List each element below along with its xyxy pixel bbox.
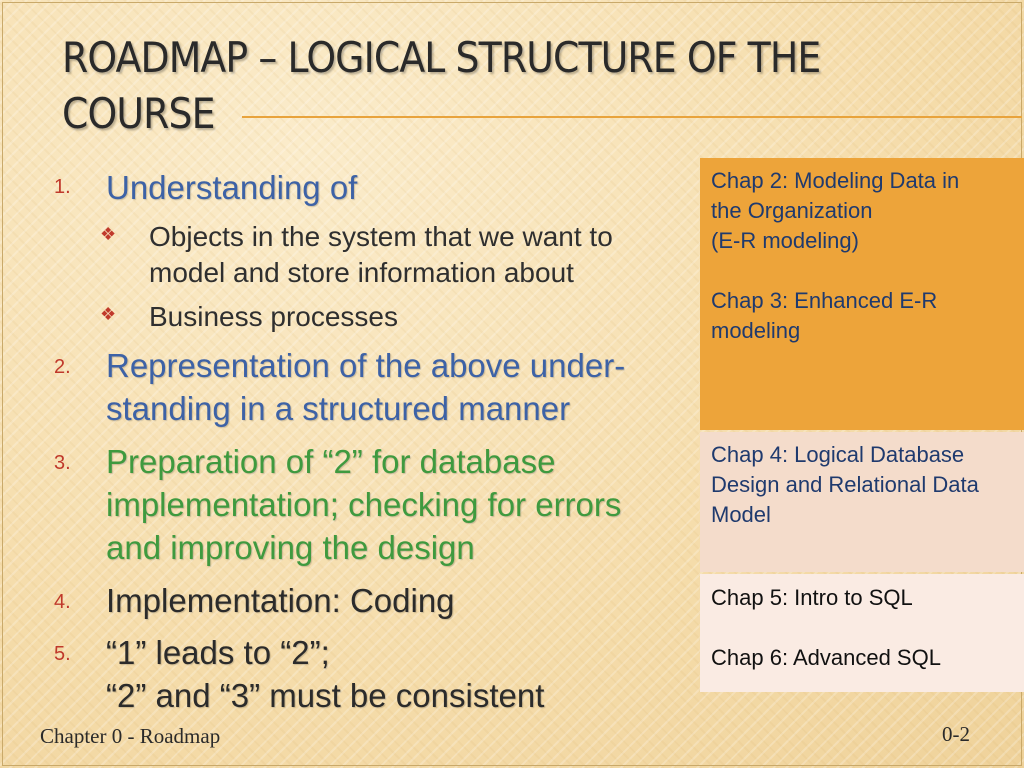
list-item-text-line-2: standing in a structured manner — [106, 390, 571, 427]
title-underline — [242, 116, 1022, 118]
list-item-text: Understanding of — [106, 169, 358, 206]
list-number: 4. — [54, 591, 71, 613]
diamond-bullet-icon: ❖ — [100, 224, 117, 244]
list-item-text-line-1: “1” leads to “2”; — [106, 634, 330, 671]
chapter-box-logical-design: Chap 4: Logical Database Design and Relational Data Model — [700, 432, 1024, 572]
diamond-bullet-icon: ❖ — [100, 304, 117, 324]
sub-item-text-line-2: model and store information about — [149, 257, 574, 288]
list-item-text-line-1: Preparation of “2” for database — [106, 443, 556, 480]
title-line-2: COURSE — [62, 89, 215, 138]
list-item-text-line-2: “2” and “3” must be consistent — [106, 677, 545, 714]
sub-item-text-line-1: Objects in the system that we want to — [149, 221, 613, 252]
list-number: 2. — [54, 356, 71, 378]
footer-page-number: 0-2 — [942, 722, 970, 746]
footer-chapter-label: Chapter 0 - Roadmap — [40, 724, 221, 748]
list-item-text-line-1: Representation of the above under- — [106, 347, 626, 384]
list-item-text-line-3: and improving the design — [106, 529, 475, 566]
sub-item-text-line-1: Business processes — [149, 301, 399, 332]
title-line-1: ROADMAP – LOGICAL STRUCTURE OF THE — [62, 33, 821, 82]
slide-title — [62, 30, 899, 142]
list-item-text-line-2: implementation; checking for errors — [106, 486, 622, 523]
list-item-text: Implementation: Coding — [106, 582, 455, 619]
list-number: 3. — [54, 452, 71, 474]
list-number: 5. — [54, 643, 71, 665]
chapter-box-er-modeling: Chap 2: Modeling Data in the Organization (E-R modeling) Chap 3: Enhanced E-R modeling — [700, 158, 1024, 430]
chapter-box-sql: Chap 5: Intro to SQL Chap 6: Advanced SQL — [700, 574, 1024, 692]
list-number: 1. — [54, 176, 71, 198]
